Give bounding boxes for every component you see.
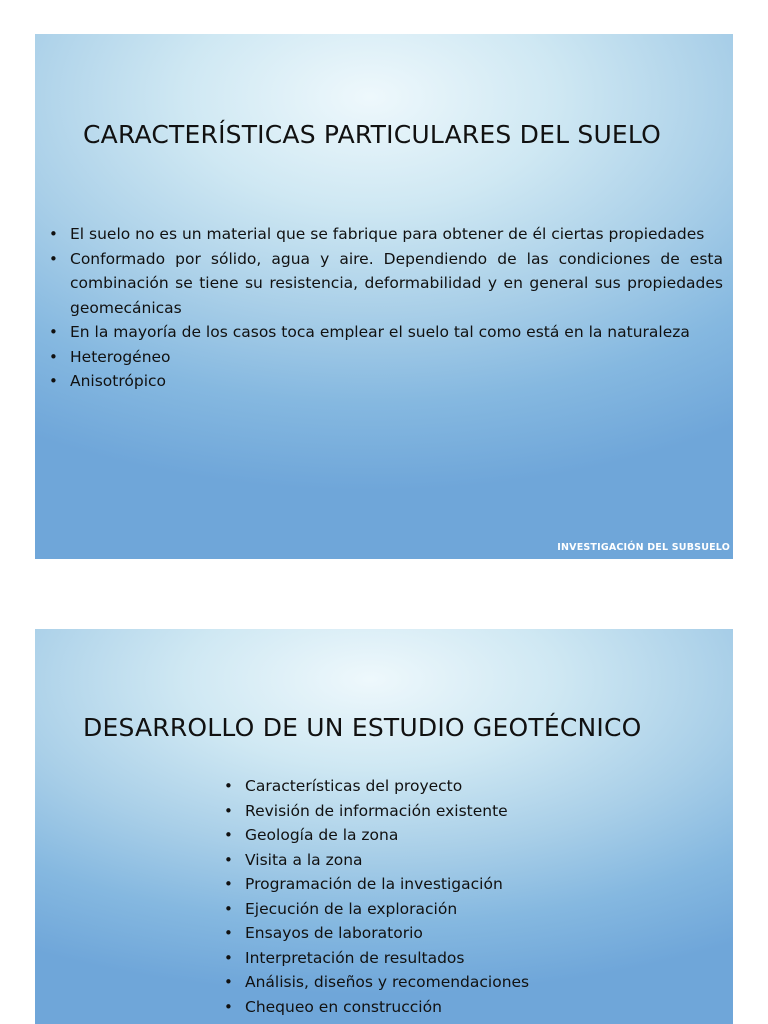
bullet-text: Análisis, diseños y recomendaciones xyxy=(245,973,530,991)
bullet-list xyxy=(49,222,723,394)
bullet-icon: • xyxy=(224,924,233,942)
slide-geotechnical-study xyxy=(35,629,733,1024)
bullet-item xyxy=(224,872,704,897)
bullet-icon: • xyxy=(224,948,233,967)
bullet-item xyxy=(49,247,723,321)
bullet-text: Anisotrópico xyxy=(70,372,167,390)
bullet-text: Características del proyecto xyxy=(245,777,463,795)
bullet-text: Interpretación de resultados xyxy=(245,948,465,967)
bullet-item xyxy=(224,921,704,946)
bullet-item xyxy=(224,946,704,971)
slide-title: CARACTERÍSTICAS PARTICULARES DEL SUELO xyxy=(83,120,662,149)
bullet-icon: • xyxy=(49,225,58,243)
bullet-item xyxy=(224,995,704,1020)
bullet-item xyxy=(224,799,704,824)
bullet-text: Visita a la zona xyxy=(245,850,363,869)
bullet-icon: • xyxy=(224,875,233,893)
bullet-text: Ejecución de la exploración xyxy=(245,899,458,918)
bullet-text: Heterogéneo xyxy=(70,347,171,366)
bullet-item xyxy=(224,823,704,848)
bullet-icon: • xyxy=(49,372,58,390)
bullet-text: Chequeo en construcción xyxy=(245,997,442,1016)
bullet-icon: • xyxy=(224,997,233,1016)
slide-title: DESARROLLO DE UN ESTUDIO GEOTÉCNICO xyxy=(83,713,642,742)
bullet-text: Programación de la investigación xyxy=(245,875,503,893)
bullet-icon: • xyxy=(224,777,233,795)
bullet-item xyxy=(224,774,704,799)
bullet-text: Ensayos de laboratorio xyxy=(245,924,423,942)
bullet-icon: • xyxy=(49,347,58,366)
bullet-icon: • xyxy=(49,249,58,268)
bullet-item xyxy=(224,970,704,995)
slide-footer-label: INVESTIGACIÓN DEL SUBSUELO xyxy=(557,542,730,553)
bullet-icon: • xyxy=(224,850,233,869)
bullet-item xyxy=(49,345,723,370)
bullet-icon: • xyxy=(224,973,233,991)
bullet-item xyxy=(49,222,723,247)
bullet-item xyxy=(49,369,723,394)
bullet-text: El suelo no es un material que se fabrique para obtener de él ciertas propiedades xyxy=(70,225,705,243)
slide-soil-characteristics xyxy=(35,34,733,559)
bullet-item xyxy=(49,320,723,345)
bullet-list xyxy=(224,774,704,1019)
bullet-text: Geología de la zona xyxy=(245,826,399,844)
bullet-icon: • xyxy=(224,826,233,844)
bullet-item xyxy=(224,897,704,922)
bullet-text: Revisión de información existente xyxy=(245,801,508,820)
bullet-icon: • xyxy=(224,801,233,820)
bullet-text: En la mayoría de los casos toca emplear el suelo tal como está en la naturaleza xyxy=(70,323,690,341)
bullet-text: Conformado por sólido, agua y aire. Dependiendo de las condiciones de esta combinación se tiene su resistencia, deformabilidad y en general sus propiedades geomecánicas xyxy=(70,249,723,317)
bullet-item xyxy=(224,848,704,873)
bullet-icon: • xyxy=(49,323,58,341)
bullet-icon: • xyxy=(224,899,233,918)
